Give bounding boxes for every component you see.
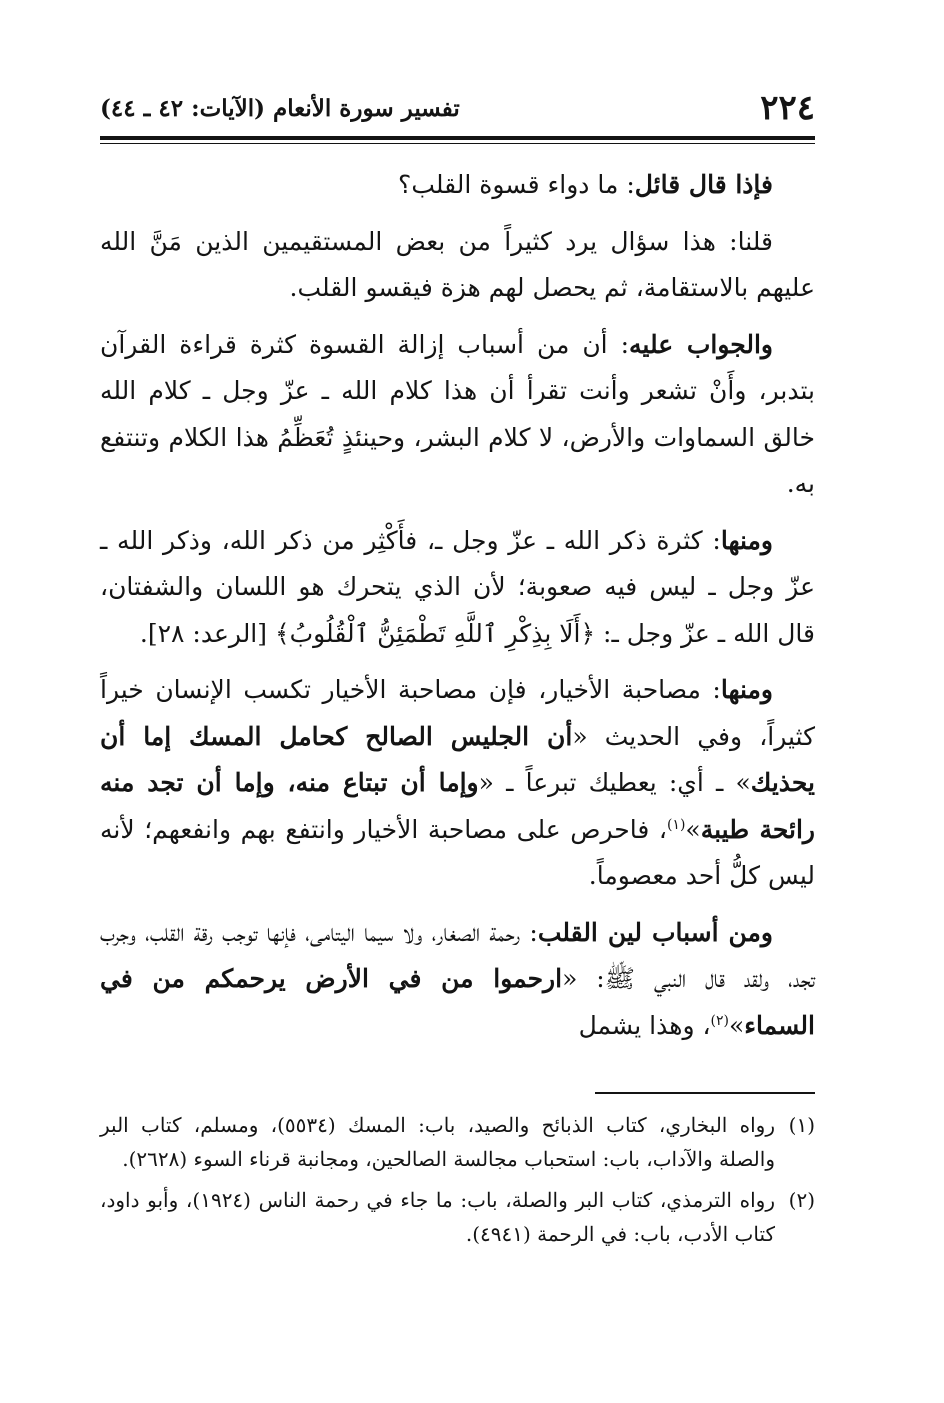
paragraph-lead: ومنها: [720, 525, 773, 555]
page-header: [100, 88, 815, 132]
footnote-text: رواه البخاري، كتاب الذبائح والصيد، باب: المسك (٥٥٣٤)، ومسلم، كتاب البر والصلة والآداب، باب: استحباب مجالسة الصالحين، ومجانبة قرناء السوء (٢٦٢٨).: [100, 1113, 775, 1171]
paragraph-text: قلنا: هذا سؤال يرد كثيراً من بعض المستقيمين الذين مَنَّ الله عليهم بالاستقامة، ثم يحصل لهم هزة فيقسو القلب.: [100, 226, 815, 302]
header-rule-thick: [100, 136, 815, 140]
paragraph-lead: ومنها: [720, 675, 773, 704]
footnote-ref-1[interactable]: (١): [666, 816, 686, 833]
hadith-text: أن الجليس الصالح كحامل المسك إما أن يحذيك: [100, 721, 816, 797]
paragraph-text: »: [685, 814, 701, 844]
footnote-mark: (٢): [788, 1188, 815, 1212]
footnotes: [100, 1108, 815, 1258]
footnote-ref-2[interactable]: (٢): [710, 1012, 729, 1029]
paragraph-text: : مصاحبة الأخيار، فإن مصاحبة الأخيار تكسب الإنسان خيراً كثيراً، وفي الحديث «: [100, 675, 816, 751]
running-title: تفسير سورة الأنعام (الآيات: ٤٢ ـ ٤٤): [100, 95, 460, 122]
paragraph-dhikr: [100, 518, 815, 658]
paragraph-text: »: [729, 1010, 745, 1040]
paragraph-lead: فإذا قال قائل: [634, 170, 773, 199]
paragraph-question: [100, 162, 815, 209]
footnote-separator: [595, 1092, 815, 1094]
paragraph-text: ، فاحرص على مصاحبة الأخيار وانتفع بهم وانفعهم؛ لأنه ليس كلُّ أحد معصوماً.: [100, 814, 815, 890]
header-rule-thin: [100, 143, 815, 144]
paragraph-lead: ومن أسباب لين القلب: [537, 917, 774, 947]
footnote-2: [100, 1183, 815, 1251]
paragraph-good-company: [100, 667, 815, 900]
paragraph-text: : كثرة ذكر الله ـ عزّ وجل ـ، فأَكْثِر من ذكر الله، وذكر الله ـ عزّ وجل ـ ليس فيه صعوبة؛ لأن الذي يتحرك هو اللسان والشفتان، قال الله ـ عزّ وجل ـ: ﴿أَلَا بِذِكْرِ ٱللَّهِ تَطْمَئِنُّ ٱلْقُلُوبُ﴾ [الرعد: ٢٨].: [100, 525, 815, 648]
paragraph-lead: والجواب عليه: [629, 329, 774, 359]
paragraph-text: : أن من أسباب إزالة القسوة كثرة قراءة القرآن بتدبر، وأَنْ تشعر وأنت تقرأ أن هذا كلام الله ـ عزّ وجل ـ كلام الله خالق السماوات والأرض، لا كلام البشر، وحينئذٍ تُعَظِّمُ هذا الكلام وتنتفع به.: [100, 329, 815, 498]
paragraph-answer-intro: [100, 219, 815, 312]
paragraph-text: ، وهذا يشمل: [578, 1010, 711, 1040]
footnote-mark: (١): [788, 1113, 815, 1137]
paragraph-text: : ما دواء قسوة القلب؟: [398, 170, 635, 199]
hadith-text: ارحموا من في الأرض يرحمكم من في السماء: [100, 964, 815, 1040]
main-text: [100, 162, 815, 1059]
page-number: ٢٢٤: [760, 88, 815, 128]
footnote-text: رواه الترمذي، كتاب البر والصلة، باب: ما جاء في رحمة الناس (١٩٢٤)، وأبو داود، كتاب الأدب، باب: في الرحمة (٤٩٤١).: [100, 1188, 775, 1246]
footnote-1: [100, 1108, 815, 1176]
paragraph-text: : رحمة الصغار، ولا سيما اليتامى، فإنها توجب رقة القلب، وجرب تجد، ولقد قال النبي ﷺ: «: [100, 917, 815, 993]
paragraph-text: » ـ أي: يعطيك تبرعاً ـ «: [478, 768, 751, 797]
hadith-text: وإما أن تبتاع منه، وإما أن تجد منه رائحة طيبة: [100, 768, 815, 844]
paragraph-quran-reading: [100, 322, 815, 508]
paragraph-mercy: [100, 910, 815, 1050]
